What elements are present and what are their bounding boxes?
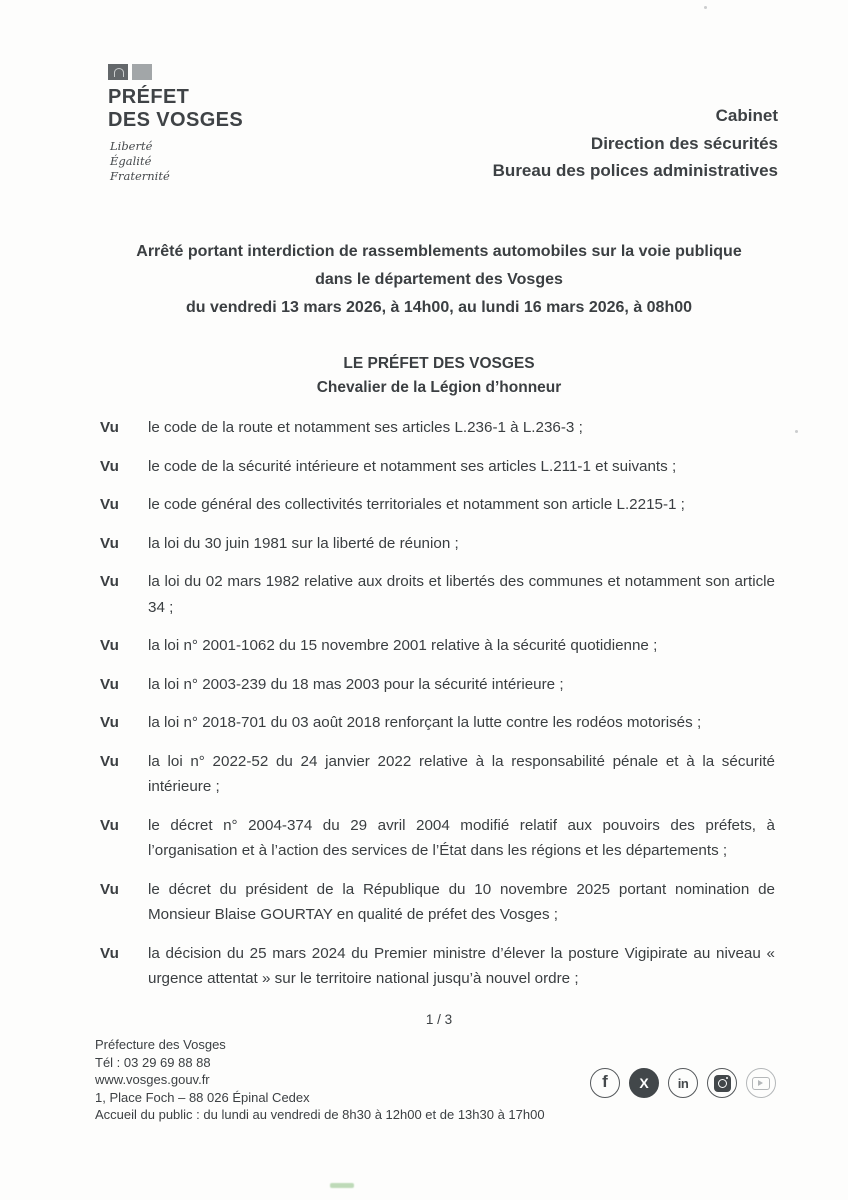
vu-label: Vu	[100, 534, 119, 552]
vu-item	[100, 813, 775, 864]
vu-item	[100, 672, 775, 698]
vu-item	[100, 569, 775, 620]
issuing-service	[493, 102, 778, 185]
vu-item	[100, 492, 775, 518]
vu-text: la loi du 02 mars 1982 relative aux droits et libertés des communes et notamment son article 34 ;	[148, 573, 775, 616]
vu-text: la loi n° 2018-701 du 03 août 2018 renforçant la lutte contre les rodéos motorisés ;	[148, 714, 702, 731]
vu-label: Vu	[100, 457, 119, 475]
contact-phone: Tél : 03 29 69 88 88	[95, 1054, 211, 1070]
contact-address: 1, Place Foch – 88 026 Épinal Cedex	[95, 1089, 310, 1105]
emblem-dark-block	[108, 64, 128, 80]
vu-label: Vu	[100, 637, 119, 654]
linkedin-icon: in	[668, 1068, 698, 1098]
footer-contact-block	[95, 1036, 545, 1124]
vu-text: le décret n° 2004-374 du 29 avril 2004 modifié relatif aux pouvoirs des préfets, à l’organisation et à l’action des services de l’État dans les régions et les départements ;	[148, 816, 775, 859]
agency-name	[108, 86, 243, 132]
vu-text: la loi n° 2001-1062 du 15 novembre 2001 relative à la sécurité quotidienne ;	[148, 637, 658, 654]
vu-text: le code de la route et notamment ses articles L.236-1 à L.236-3 ;	[148, 419, 583, 436]
vu-item	[100, 710, 775, 736]
vu-label: Vu	[100, 675, 119, 693]
vu-label: Vu	[100, 496, 119, 513]
motto-fraternite: Fraternité	[110, 169, 170, 183]
page-number: 1 / 3	[425, 1012, 453, 1027]
motto-egalite: Égalité	[110, 154, 152, 168]
service-line-direction: Direction des sécurités	[590, 133, 778, 153]
service-line-bureau: Bureau des polices administratives	[492, 161, 778, 180]
issuer-line2: Chevalier de la Légion d’honneur	[316, 379, 562, 396]
scan-speck	[704, 6, 707, 9]
vu-label: Vu	[100, 816, 119, 834]
motto-liberte: Liberté	[110, 139, 153, 153]
vu-label: Vu	[100, 573, 119, 590]
contact-website: www.vosges.gouv.fr	[95, 1072, 210, 1088]
vu-text: la décision du 25 mars 2024 du Premier ministre d’élever la posture Vigipirate au niveau « urgence attentat » sur le territoire national jusqu’à nouvel ordre ;	[148, 944, 775, 987]
decree-title-line2: dans le département des Vosges	[315, 271, 563, 288]
vu-item	[100, 454, 775, 480]
prefet-logo	[108, 64, 243, 184]
marianne-emblem-icon	[108, 64, 243, 80]
vu-text: la loi du 30 juin 1981 sur la liberté de réunion ;	[148, 534, 459, 552]
scan-artifact-mark	[330, 1183, 354, 1188]
contact-org: Préfecture des Vosges	[95, 1037, 226, 1052]
service-line-cabinet: Cabinet	[715, 106, 778, 125]
vu-item	[100, 531, 775, 557]
decree-title-line1: Arrêté portant interdiction de rassemblements automobiles sur la voie publique	[136, 243, 742, 260]
vu-text: le décret du président de la République du 10 novembre 2025 portant nomination de Monsieur Blaise GOURTAY en qualité de préfet des Vosges ;	[148, 880, 775, 923]
agency-name-line2: DES VOSGES	[108, 109, 244, 131]
scan-speck	[795, 430, 798, 433]
issuer-line1: LE PRÉFET DES VOSGES	[343, 355, 535, 372]
decree-title	[100, 238, 778, 322]
instagram-icon	[707, 1068, 737, 1098]
vu-text: la loi n° 2022-52 du 24 janvier 2022 relative à la responsabilité pénale et à la sécurité intérieure ;	[148, 752, 775, 795]
vu-label: Vu	[100, 880, 119, 898]
vu-item	[100, 633, 775, 659]
vu-label: Vu	[100, 752, 119, 770]
vu-label: Vu	[100, 419, 119, 436]
vu-label: Vu	[100, 714, 119, 731]
youtube-icon	[746, 1068, 776, 1098]
facebook-icon: f	[590, 1068, 620, 1098]
vu-item	[100, 941, 775, 992]
vu-label: Vu	[100, 944, 119, 962]
vu-item	[100, 749, 775, 800]
contact-hours: Accueil du public : du lundi au vendredi de 8h30 à 12h00 et de 13h30 à 17h00	[95, 1107, 545, 1123]
vu-list	[100, 415, 775, 1005]
x-icon: X	[629, 1068, 659, 1098]
vu-text: le code de la sécurité intérieure et notamment ses articles L.211-1 et suivants ;	[148, 457, 677, 475]
agency-name-line1: PRÉFET	[108, 86, 190, 108]
social-icons-row	[590, 1068, 776, 1098]
decree-title-line3: du vendredi 13 mars 2026, à 14h00, au lundi 16 mars 2026, à 08h00	[185, 299, 693, 316]
issuer-heading	[100, 352, 778, 400]
republic-motto	[110, 139, 243, 184]
vu-text: le code général des collectivités territoriales et notamment son article L.2215-1 ;	[148, 496, 685, 513]
vu-item	[100, 415, 775, 441]
vu-item	[100, 877, 775, 928]
vu-text: la loi n° 2003-239 du 18 mas 2003 pour la sécurité intérieure ;	[148, 675, 564, 693]
emblem-light-block	[132, 64, 152, 80]
